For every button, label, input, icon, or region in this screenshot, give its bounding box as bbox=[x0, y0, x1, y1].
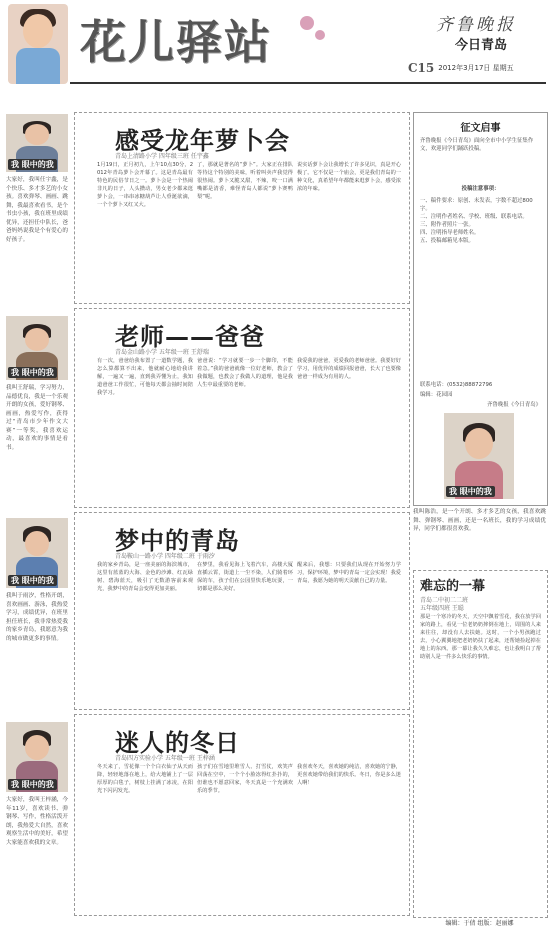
article-box bbox=[74, 308, 410, 508]
page-code: C15 bbox=[408, 61, 435, 75]
author-intro: 我叫王舒瑞，学习努力，品德优良，我是一个乐观开朗的女孩，爱好钢琴、画画，热爱写作，获得过“青岛市少年作文大赛”一等奖，我喜欢运动，最喜欢的事情是看书。 bbox=[6, 385, 68, 451]
notice-rule: 一、稿件要求：原创、未发表，字数不超过800字。 bbox=[420, 198, 533, 212]
article-column: 了，那就是著名的“萝卜”。大家正在排队等待这个特别的美味，听着叫卖声我觉得很热闹。萝卜又脆又甜，不辣，咬一口满嘴都是清香，难怪青岛人都说“萝卜赛鸭梨”呢。 bbox=[197, 162, 293, 200]
me-label: 我 眼中的我 bbox=[8, 159, 57, 170]
header-rule bbox=[70, 82, 546, 84]
article-title: 老师——爸爸 bbox=[115, 323, 265, 351]
newspaper-edition: 今日青岛 bbox=[455, 38, 508, 53]
notice-editor: 编辑：花园园 bbox=[420, 392, 453, 398]
article-column: 我的家乡青岛，是一座美丽的海滨城市，这里有蓝蓝的大海、金色的沙滩、红瓦绿树、碧海蓝天，吸引了无数游客前来观光，我梦中的青岛会变得更加美丽。 bbox=[97, 562, 193, 592]
article-column: 有一次，爸爸给我布置了一道数学题，我怎么算都算不出来，他就耐心地给我讲解，一遍又一遍，直到我弄懂为止，我知道爸爸工作很忙，可他每天都会抽时间陪我学习。 bbox=[97, 358, 193, 396]
article-byline: 青岛金山路小学 五年级一班 王舒瑞 bbox=[115, 349, 209, 356]
notice-intro: 齐鲁晚报《今日青岛》面向全市中小学生征集作文，欢迎同学们踊跃投稿。 bbox=[420, 138, 534, 152]
flower-decoration-icon bbox=[315, 30, 325, 40]
article-column: 爸爸说：“学习就要一步一个脚印，不能着急。”我的爸爸就像一位好老师，教会了我做题，也教会了我做人的道理，他是我人生中最重要的老师。 bbox=[197, 358, 293, 388]
article-column: 我爱我的爸爸，更爱我的老师爸爸。我要好好学习，用优异的成绩回报爸爸，长大了也要像爸爸一样成为有用的人。 bbox=[297, 358, 401, 380]
article-title: 梦中的青岛 bbox=[115, 527, 240, 555]
article-title: 感受龙年萝卜会 bbox=[115, 127, 290, 155]
article-column: 冬天来了，雪花像一个个白衣仙子从天而降，轻轻地落在地上，给大地铺上了一层厚厚的白毯子，树枝上挂满了冰凌，在阳光下闪闪发光。 bbox=[97, 764, 193, 794]
issue-bar bbox=[408, 61, 546, 75]
me-label: 我 眼中的我 bbox=[8, 575, 57, 586]
article-box bbox=[74, 112, 410, 304]
notice-rule: 五、投稿邮箱见本版。 bbox=[420, 238, 474, 244]
call-for-submissions bbox=[413, 112, 548, 506]
article-title: 迷人的冬日 bbox=[115, 729, 240, 757]
article-column: 说实话萝卜会让我增长了许多见识，真是开心极了。它不仅是一个庙会，更是我们青岛的一种文化，真希望年年都能来逛萝卜会，感受浓浓的年味。 bbox=[297, 162, 401, 192]
notice-rule: 三、附作者照片一张。 bbox=[420, 222, 474, 228]
article-column: 孩子们在雪地里堆雪人、打雪仗，欢笑声回荡在空中，一个个小脸冻得红扑扑的，但谁也不愿意回家，冬天真是一个充满欢乐的季节。 bbox=[197, 764, 293, 794]
issue-date: 2012年3月17日 星期五 bbox=[438, 64, 514, 72]
notice-title: 征文启事 bbox=[460, 123, 501, 134]
notice-editor-label: 齐鲁晚报《今日青岛》 bbox=[487, 402, 541, 408]
article-column: 我喜欢冬天，喜欢她的纯洁，喜欢她的宁静，更喜欢她带给我们的快乐。冬日，你是多么迷人啊！ bbox=[297, 764, 401, 786]
article-column: 在梦里，我看见海上飞着汽车，高楼大厦直插云霄，街道上一尘不染，人们骑着环保的车，孩子们在公园里快乐地玩耍，一切都是那么美好。 bbox=[197, 562, 293, 592]
author-photo bbox=[444, 413, 514, 499]
author-intro: 大家好，我叫王梓涵，今年11岁，喜欢读书、弹钢琴、写作，性格活泼开朗，我热爱大自然，喜欢观察生活中的美好，希望大家能喜欢我的文章。 bbox=[6, 797, 68, 846]
newspaper-brand: 齐鲁晚报 bbox=[436, 15, 516, 35]
article-byline: 青岛上清路小学 四年级三班 任宇鑫 bbox=[115, 153, 209, 160]
article-box bbox=[74, 714, 410, 916]
me-label: 我 眼中的我 bbox=[8, 367, 57, 378]
me-label: 我 眼中的我 bbox=[8, 779, 57, 790]
author-intro: 大家好，我叫任宇鑫，是个快乐、多才多艺的小女孩。喜欢弹琴、画画、跳舞，我最喜欢看书，是个书虫小孩，我在班里成绩优异，还担任中队长，爸爸妈妈说我是个有爱心的好孩子。 bbox=[6, 177, 68, 243]
article-byline: 青岛鞍山一路小学 四年级二班 于雨汐 bbox=[115, 553, 215, 560]
notice-rule: 四、注明指导老师姓名。 bbox=[420, 230, 480, 236]
author-photo bbox=[6, 114, 68, 172]
me-label: 我 眼中的我 bbox=[446, 486, 495, 497]
notice-rules bbox=[420, 197, 541, 245]
section-title: 花儿驿站 bbox=[80, 15, 272, 69]
author-photo bbox=[6, 722, 68, 792]
header-child-photo bbox=[8, 4, 68, 84]
author-photo bbox=[6, 518, 68, 588]
article-body: 那是一个寒冷的冬天，天空中飘着雪花，我在放学回家的路上，看见一位老奶奶摔倒在地上，周围的人来来往往，却没有人去扶她。这时，一个小男孩跑过去，小心翼翼地把老奶奶扶了起来，还帮她捡起掉在地上的东西。那一幕让我久久难忘，也让我明白了帮助别人是一件多么快乐的事情。 bbox=[420, 614, 541, 660]
notice-contact: 联系电话：(0532)88872796 bbox=[420, 382, 493, 388]
article-byline: 青岛四方实验小学 五年级一班 王梓涵 bbox=[115, 755, 215, 762]
page-header bbox=[0, 0, 550, 88]
author-photo bbox=[6, 316, 68, 380]
author-intro: 我叫于雨汐，性格开朗，喜欢画画、游泳，我热爱学习，成绩优异，在班里担任班长，我非常热爱我的家乡青岛，我愿意为我的城市做更多的事情。 bbox=[6, 593, 68, 642]
article-byline: 五年级四班 王聪 bbox=[420, 605, 464, 612]
article-byline: 青岛二中初二二班 bbox=[420, 597, 469, 604]
article-box bbox=[74, 512, 410, 710]
notice-rule: 二、注明作者姓名、学校、班级、联系电话。 bbox=[420, 214, 528, 220]
article-column: 1月19日，正月初九，上午10点30分，2012年青岛萝卜会开幕了。这是青岛最有特色的民俗节日之一。萝卜会是一个热闹非凡的日子，人头攒动，男女老少都来逛萝卜会，一串串冰糖葫芦让人垂涎欲滴，一个个萝卜又红又大。 bbox=[97, 162, 193, 208]
article-column: 醒来后，我想：只要我们从现在开始努力学习，保护环境，梦中的青岛一定会实现！我爱青岛，我愿为她的明天贡献自己的力量。 bbox=[297, 562, 401, 584]
article-box bbox=[413, 570, 548, 918]
footer-editor: 编辑：于倩 组版：赵丽娜 bbox=[445, 920, 514, 927]
author-intro: 我叫陈浩，是一个开朗、多才多艺的女孩，我喜欢跳舞、弹钢琴、画画，还是一名班长，我的学习成绩优异，同学们都很喜欢我。 bbox=[413, 509, 546, 532]
article-title: 难忘的一幕 bbox=[420, 579, 486, 594]
notice-rules-title: 投稿注意事项： bbox=[461, 186, 500, 192]
flower-decoration-icon bbox=[300, 16, 314, 30]
